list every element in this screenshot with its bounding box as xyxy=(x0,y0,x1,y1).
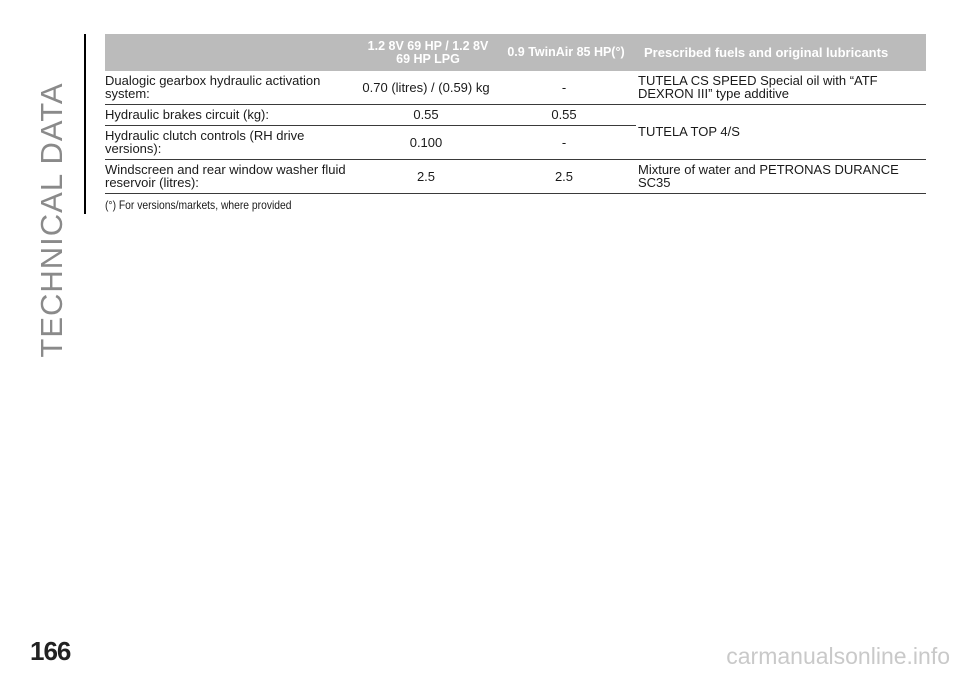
header-engine-0-9: 0.9 TwinAir 85 HP(°) xyxy=(496,34,636,71)
row-value-1: 0.100 xyxy=(360,126,496,160)
watermark: carmanualsonline.info xyxy=(726,643,950,669)
row-item: Windscreen and rear window washer fluid reservoir (litres): xyxy=(105,160,360,194)
table-row xyxy=(105,160,926,194)
row-value-2: - xyxy=(496,126,636,160)
header-engine-1-2: 1.2 8V 69 HP / 1.2 8V 69 HP LPG xyxy=(360,34,496,71)
row-value-2: - xyxy=(496,71,636,105)
row-value-2: 0.55 xyxy=(496,105,636,126)
page-number: 166 xyxy=(30,636,71,666)
row-value-1: 0.70 (litres) / (0.59) kg xyxy=(360,71,496,105)
header-item xyxy=(105,34,360,71)
row-value-2: 2.5 xyxy=(496,160,636,194)
row-fluid: TUTELA TOP 4/S xyxy=(636,105,926,160)
row-value-1: 2.5 xyxy=(360,160,496,194)
header-fluids: Prescribed fuels and original lubricants xyxy=(636,34,926,71)
table-row xyxy=(105,105,926,126)
footnote: (°) For versions/markets, where provided xyxy=(105,198,292,212)
row-fluid: TUTELA CS SPEED Special oil with “ATF DEXRON III” type additive xyxy=(636,71,926,105)
row-item: Hydraulic clutch controls (RH drive versions): xyxy=(105,126,360,160)
table-header-row xyxy=(105,34,926,71)
row-value-1: 0.55 xyxy=(360,105,496,126)
row-item: Hydraulic brakes circuit (kg): xyxy=(105,105,360,126)
table-row xyxy=(105,71,926,105)
fluids-table xyxy=(105,34,926,194)
section-title: TECHNICAL DATA xyxy=(34,82,69,358)
row-fluid: Mixture of water and PETRONAS DURANCE SC35 xyxy=(636,160,926,194)
row-item: Dualogic gearbox hydraulic activation system: xyxy=(105,71,360,105)
section-divider xyxy=(84,34,86,214)
